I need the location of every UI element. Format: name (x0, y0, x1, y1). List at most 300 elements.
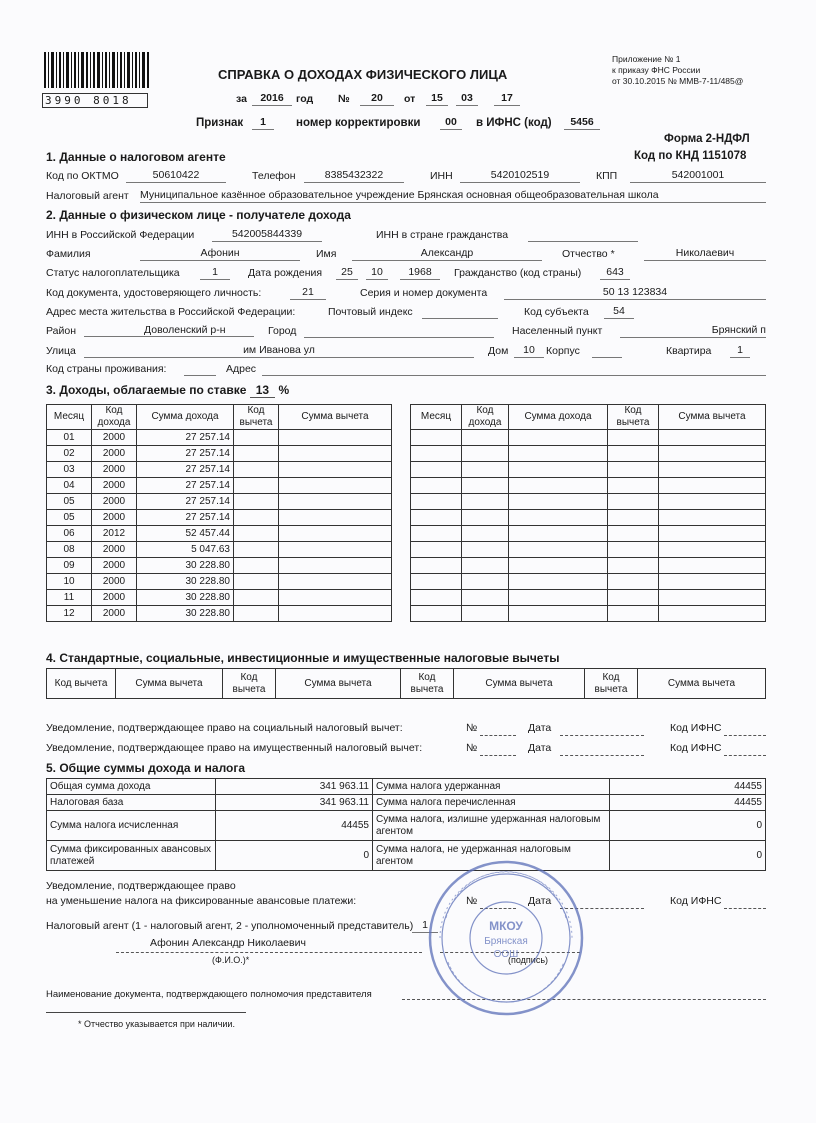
deduction-sum (279, 462, 392, 478)
tax-calc-value: 44455 (216, 811, 373, 841)
total-income-label: Общая сумма дохода (47, 779, 216, 795)
empty-cell (411, 446, 462, 462)
street-label: Улица (46, 345, 76, 357)
income-code: 2000 (92, 430, 137, 446)
deduction-sum (279, 574, 392, 590)
notice-property-no: № (466, 742, 478, 754)
tax-base-label: Налоговая база (47, 795, 216, 811)
kpp-value: 542001001 (630, 169, 766, 183)
empty-cell (411, 590, 462, 606)
section-4-title: 4. Стандартные, социальные, инвестиционные и имущественные налоговые вычеты (46, 651, 560, 665)
notice-social-date-line (560, 734, 644, 736)
oktmo-label: Код по ОКТМО (46, 170, 119, 182)
notice-social-label: Уведомление, подтверждающее право на социальный налоговый вычет: (46, 722, 403, 734)
income-row-right-empty (411, 542, 766, 558)
income-row-right-empty (411, 590, 766, 606)
empty-cell (411, 558, 462, 574)
deduction-code (234, 462, 279, 478)
tax-not-withheld-label: Сумма налога, не удержанная налоговым агентом (373, 841, 610, 871)
empty-cell (509, 558, 608, 574)
stamp-center-mid: Брянская (484, 936, 528, 947)
deduction-code (234, 494, 279, 510)
income-code: 2000 (92, 494, 137, 510)
tax-withheld-label: Сумма налога удержанная (373, 779, 610, 795)
income-sum: 27 257.14 (137, 494, 234, 510)
citizenship-label: Гражданство (код страны) (454, 267, 582, 279)
doc-code-label: Код документа, удостоверяющего личность: (46, 287, 262, 299)
name-value: Александр (352, 247, 542, 261)
empty-cell (411, 462, 462, 478)
notice-property-date-line (560, 754, 644, 756)
income-left-body (47, 430, 392, 622)
empty-cell (509, 526, 608, 542)
korpus-label: Корпус (546, 345, 580, 357)
street-value: им Иванова ул (84, 344, 474, 358)
income-sum: 27 257.14 (137, 510, 234, 526)
birth-label: Дата рождения (248, 267, 323, 279)
agent-name-value: Муниципальное казённое образовательное учреждение Брянская основная общеобразовательная школа (140, 189, 766, 203)
empty-cell (411, 606, 462, 622)
house-label: Дом (488, 345, 509, 357)
section-3-prefix: 3. Доходы, облагаемые по ставке (46, 383, 247, 397)
income-code: 2000 (92, 558, 137, 574)
col-month-right: Месяц (411, 405, 462, 430)
country-label: Код страны проживания: (46, 363, 167, 375)
empty-cell (462, 446, 509, 462)
appendix-line1: Приложение № 1 (612, 54, 681, 64)
agent-inn-value: 5420102519 (460, 169, 580, 183)
footnote: * Отчество указывается при наличии. (78, 1019, 235, 1029)
income-sum: 30 228.80 (137, 558, 234, 574)
income-row-right-empty (411, 462, 766, 478)
doc-series-label: Серия и номер документа (360, 287, 488, 299)
empty-cell (462, 590, 509, 606)
deduction-code (234, 606, 279, 622)
notice-social-no: № (466, 722, 478, 734)
empty-cell (608, 590, 659, 606)
deduction-sum (279, 478, 392, 494)
col-income-sum: Сумма дохода (137, 405, 234, 430)
inn-rf-label: ИНН в Российской Федерации (46, 229, 195, 241)
income-month: 05 (47, 494, 92, 510)
surname-label: Фамилия (46, 248, 91, 260)
postcode-value (422, 305, 498, 319)
empty-cell (608, 430, 659, 446)
fixed-notice-ifns: Код ИФНС (670, 895, 722, 907)
birth-day-value: 25 (336, 266, 358, 280)
col-income-sum-right: Сумма дохода (509, 405, 608, 430)
phone-label: Телефон (252, 170, 296, 182)
inn-foreign-value (528, 228, 638, 242)
number-label: № (338, 93, 350, 105)
income-table-right (410, 404, 766, 622)
ded-sum-1: Сумма вычета (116, 669, 223, 699)
col-deduction-sum-right: Сумма вычета (659, 405, 766, 430)
income-row (47, 430, 392, 446)
year-value: 2016 (252, 92, 292, 106)
empty-cell (608, 526, 659, 542)
income-row (47, 606, 392, 622)
status-value: 1 (200, 266, 230, 280)
empty-cell (462, 478, 509, 494)
fixed-payments-label: Сумма фиксированных авансовых платежей (47, 841, 216, 871)
ded-sum-3: Сумма вычета (454, 669, 585, 699)
income-month: 12 (47, 606, 92, 622)
empty-cell (411, 542, 462, 558)
za-label: за (236, 93, 247, 105)
income-table-left (46, 404, 392, 622)
income-sum: 30 228.80 (137, 574, 234, 590)
fixed-notice-line1: Уведомление, подтверждающее право (46, 880, 236, 892)
subject-label: Код субъекта (524, 306, 589, 318)
empty-cell (659, 590, 766, 606)
deduction-sum (279, 446, 392, 462)
notice-property-label: Уведомление, подтверждающее право на имущественный налоговый вычет: (46, 742, 423, 754)
priznak-value: 1 (252, 116, 274, 130)
signer-fio: Афонин Александр Николаевич (150, 937, 306, 949)
deductions-table (46, 668, 766, 699)
deduction-code (234, 590, 279, 606)
income-month: 08 (47, 542, 92, 558)
deduction-sum (279, 558, 392, 574)
doc-code-value: 21 (290, 286, 326, 300)
patronymic-value: Николаевич (644, 247, 766, 261)
income-month: 11 (47, 590, 92, 606)
status-label: Статус налогоплательщика (46, 267, 180, 279)
empty-cell (411, 526, 462, 542)
deduction-code (234, 542, 279, 558)
deduction-sum (279, 510, 392, 526)
empty-cell (462, 430, 509, 446)
korr-label: номер корректировки (296, 117, 421, 129)
income-code: 2012 (92, 526, 137, 542)
empty-cell (608, 446, 659, 462)
income-sum: 27 257.14 (137, 478, 234, 494)
ot-label: от (404, 93, 416, 105)
income-row (47, 462, 392, 478)
income-sum: 27 257.14 (137, 462, 234, 478)
empty-cell (509, 590, 608, 606)
korpus-value (592, 344, 622, 358)
notice-social-ifns-line (724, 734, 766, 736)
empty-cell (659, 542, 766, 558)
barcode-number: 3990 8018 (42, 93, 148, 108)
col-income-code: Код дохода (92, 405, 137, 430)
deduction-sum (279, 430, 392, 446)
empty-cell (608, 494, 659, 510)
income-sum: 27 257.14 (137, 446, 234, 462)
birth-year-value: 1968 (400, 266, 440, 280)
deduction-sum (279, 542, 392, 558)
income-right-body (411, 430, 766, 622)
country-value (184, 362, 216, 376)
country-address-label: Адрес (226, 363, 257, 375)
income-sum: 30 228.80 (137, 590, 234, 606)
authority-doc-label: Наименование документа, подтверждающего полномочия представителя (46, 989, 372, 1000)
income-month: 03 (47, 462, 92, 478)
col-deduction-code: Код вычета (234, 405, 279, 430)
ded-code-3: Код вычета (401, 669, 454, 699)
empty-cell (509, 430, 608, 446)
income-month: 05 (47, 510, 92, 526)
tax-calc-label: Сумма налога исчисленная (47, 811, 216, 841)
city-value (304, 324, 494, 338)
income-row-right-empty (411, 430, 766, 446)
income-row-right-empty (411, 526, 766, 542)
income-month: 01 (47, 430, 92, 446)
income-row (47, 526, 392, 542)
col-income-code-right: Код дохода (462, 405, 509, 430)
address-label: Адрес места жительства в Российской Федерации: (46, 306, 296, 318)
income-code: 2000 (92, 478, 137, 494)
empty-cell (659, 526, 766, 542)
empty-cell (659, 478, 766, 494)
empty-cell (411, 430, 462, 446)
income-row (47, 494, 392, 510)
section-1-title: 1. Данные о налоговом агенте (46, 150, 226, 164)
page-title: СПРАВКА О ДОХОДАХ ФИЗИЧЕСКОГО ЛИЦА (218, 67, 508, 82)
tax-excess-label: Сумма налога, излишне удержанная налоговым агентом (373, 811, 610, 841)
barcode-bars (42, 52, 152, 88)
inn-rf-value: 542005844339 (212, 228, 322, 242)
empty-cell (659, 430, 766, 446)
empty-cell (462, 542, 509, 558)
income-row-right-empty (411, 558, 766, 574)
income-row-right-empty (411, 510, 766, 526)
section-3-title (46, 383, 289, 397)
number-value: 20 (360, 92, 394, 106)
income-sum: 30 228.80 (137, 606, 234, 622)
income-row (47, 574, 392, 590)
district-value: Доволенский р-н (84, 324, 254, 337)
empty-cell (509, 510, 608, 526)
tax-paid-label: Сумма налога перечисленная (373, 795, 610, 811)
appendix-line3: от 30.10.2015 № ММВ-7-11/485@ (612, 76, 744, 86)
deduction-code (234, 430, 279, 446)
stamp-center-top: МКОУ (489, 919, 523, 933)
ded-sum-4: Сумма вычета (638, 669, 766, 699)
empty-cell (411, 494, 462, 510)
empty-cell (462, 462, 509, 478)
deduction-code (234, 510, 279, 526)
deduction-sum (279, 526, 392, 542)
tax-rate-pct: % (278, 383, 290, 397)
appendix-line2: к приказу ФНС России (612, 65, 701, 75)
empty-cell (608, 606, 659, 622)
income-sum: 5 047.63 (137, 542, 234, 558)
empty-cell (411, 510, 462, 526)
ded-code-4: Код вычета (585, 669, 638, 699)
empty-cell (509, 462, 608, 478)
income-row-right-empty (411, 574, 766, 590)
tax-base-value: 341 963.11 (216, 795, 373, 811)
stamp-center-bot: ООШ (493, 949, 519, 960)
total-income-value: 341 963.11 (216, 779, 373, 795)
income-code: 2000 (92, 574, 137, 590)
patronymic-label: Отчество * (562, 248, 615, 260)
fixed-notice-line2: на уменьшение налога на фиксированные авансовые платежи: (46, 895, 357, 907)
official-stamp (426, 858, 586, 1018)
income-code: 2000 (92, 510, 137, 526)
totals-table (46, 778, 766, 871)
empty-cell (509, 606, 608, 622)
empty-cell (659, 574, 766, 590)
notice-property-ifns-line (724, 754, 766, 756)
barcode (42, 52, 152, 107)
year-short-value: 17 (494, 92, 520, 106)
income-code: 2000 (92, 606, 137, 622)
god-label: год (296, 93, 314, 105)
footnote-divider (46, 1012, 246, 1013)
signer-fio-line (116, 951, 422, 953)
col-deduction-sum: Сумма вычета (279, 405, 392, 430)
empty-cell (509, 542, 608, 558)
agent-type-label: Налоговый агент (1 - налоговый агент, 2 - уполномоченный представитель) (46, 920, 414, 932)
section-5-title: 5. Общие суммы дохода и налога (46, 761, 246, 775)
tax-excess-value: 0 (610, 811, 766, 841)
kpp-label: КПП (596, 170, 618, 182)
tax-not-withheld-value: 0 (610, 841, 766, 871)
notice-social-date: Дата (528, 722, 552, 734)
fio-caption: (Ф.И.О.)* (212, 955, 250, 965)
oktmo-value: 50610422 (126, 169, 226, 183)
appendix-note (612, 54, 743, 87)
income-row-right-empty (411, 494, 766, 510)
income-sum: 52 457.44 (137, 526, 234, 542)
fixed-payments-value: 0 (216, 841, 373, 871)
income-month: 09 (47, 558, 92, 574)
empty-cell (509, 494, 608, 510)
income-code: 2000 (92, 590, 137, 606)
income-row-right-empty (411, 606, 766, 622)
ded-code-2: Код вычета (223, 669, 276, 699)
fixed-notice-no: № (466, 895, 478, 907)
empty-cell (659, 510, 766, 526)
empty-cell (462, 574, 509, 590)
empty-cell (659, 558, 766, 574)
birth-month-value: 10 (366, 266, 388, 280)
deduction-code (234, 478, 279, 494)
income-row-right-empty (411, 478, 766, 494)
deduction-code (234, 446, 279, 462)
month-value: 03 (456, 92, 478, 106)
empty-cell (411, 478, 462, 494)
empty-cell (509, 446, 608, 462)
income-row (47, 558, 392, 574)
empty-cell (608, 478, 659, 494)
deduction-code (234, 526, 279, 542)
postcode-label: Почтовый индекс (328, 306, 413, 318)
empty-cell (462, 606, 509, 622)
income-row (47, 446, 392, 462)
col-deduction-code-right: Код вычета (608, 405, 659, 430)
notice-social-ifns: Код ИФНС (670, 722, 722, 734)
empty-cell (509, 574, 608, 590)
empty-cell (659, 606, 766, 622)
signature-caption: (подпись) (508, 955, 549, 965)
form-name: Форма 2-НДФЛ (664, 133, 750, 145)
fixed-notice-ifns-line (724, 907, 766, 909)
income-row (47, 590, 392, 606)
income-row (47, 510, 392, 526)
income-code: 2000 (92, 446, 137, 462)
income-row (47, 542, 392, 558)
deduction-code (234, 574, 279, 590)
income-month: 04 (47, 478, 92, 494)
empty-cell (608, 462, 659, 478)
ded-sum-2: Сумма вычета (276, 669, 401, 699)
deduction-sum (279, 606, 392, 622)
day-value: 15 (426, 92, 448, 106)
district-label: Район (46, 325, 76, 337)
section-2-title: 2. Данные о физическом лице - получателе дохода (46, 208, 351, 222)
empty-cell (608, 510, 659, 526)
income-code: 2000 (92, 462, 137, 478)
agent-type-value: 1 (412, 919, 438, 933)
ifns-label: в ИФНС (код) (476, 117, 552, 129)
notice-property-no-line (480, 754, 516, 756)
empty-cell (608, 558, 659, 574)
tax-withheld-value: 44455 (610, 779, 766, 795)
subject-value: 54 (604, 305, 634, 319)
flat-value: 1 (730, 344, 750, 358)
settlement-value: Брянский п (620, 324, 766, 338)
inn-foreign-label: ИНН в стране гражданства (376, 229, 509, 241)
surname-value: Афонин (140, 247, 300, 261)
empty-cell (659, 494, 766, 510)
empty-cell (462, 558, 509, 574)
empty-cell (411, 574, 462, 590)
income-sum: 27 257.14 (137, 430, 234, 446)
empty-cell (608, 574, 659, 590)
notice-social-no-line (480, 734, 516, 736)
empty-cell (462, 526, 509, 542)
empty-cell (659, 462, 766, 478)
tax-paid-value: 44455 (610, 795, 766, 811)
country-address-value (262, 362, 766, 376)
notice-property-date: Дата (528, 742, 552, 754)
deduction-sum (279, 590, 392, 606)
tax-rate: 13 (250, 383, 275, 398)
house-value: 10 (514, 344, 544, 358)
empty-cell (462, 494, 509, 510)
col-month: Месяц (47, 405, 92, 430)
city-label: Город (268, 325, 297, 337)
ifns-value: 5456 (564, 116, 600, 130)
agent-inn-label: ИНН (430, 170, 453, 182)
notice-property-ifns: Код ИФНС (670, 742, 722, 754)
flat-label: Квартира (666, 345, 712, 357)
empty-cell (509, 478, 608, 494)
income-month: 02 (47, 446, 92, 462)
priznak-label: Признак (196, 117, 244, 129)
income-month: 10 (47, 574, 92, 590)
korr-value: 00 (440, 116, 462, 130)
agent-name-label: Налоговый агент (46, 190, 129, 202)
empty-cell (659, 446, 766, 462)
empty-cell (462, 510, 509, 526)
doc-series-value: 50 13 123834 (504, 286, 766, 300)
ded-code-1: Код вычета (47, 669, 116, 699)
knd-code: Код по КНД 1151078 (634, 150, 747, 162)
income-row-right-empty (411, 446, 766, 462)
citizenship-value: 643 (600, 266, 630, 280)
deduction-sum (279, 494, 392, 510)
income-row (47, 478, 392, 494)
name-label: Имя (316, 248, 337, 260)
phone-value: 8385432322 (304, 169, 404, 183)
deduction-code (234, 558, 279, 574)
